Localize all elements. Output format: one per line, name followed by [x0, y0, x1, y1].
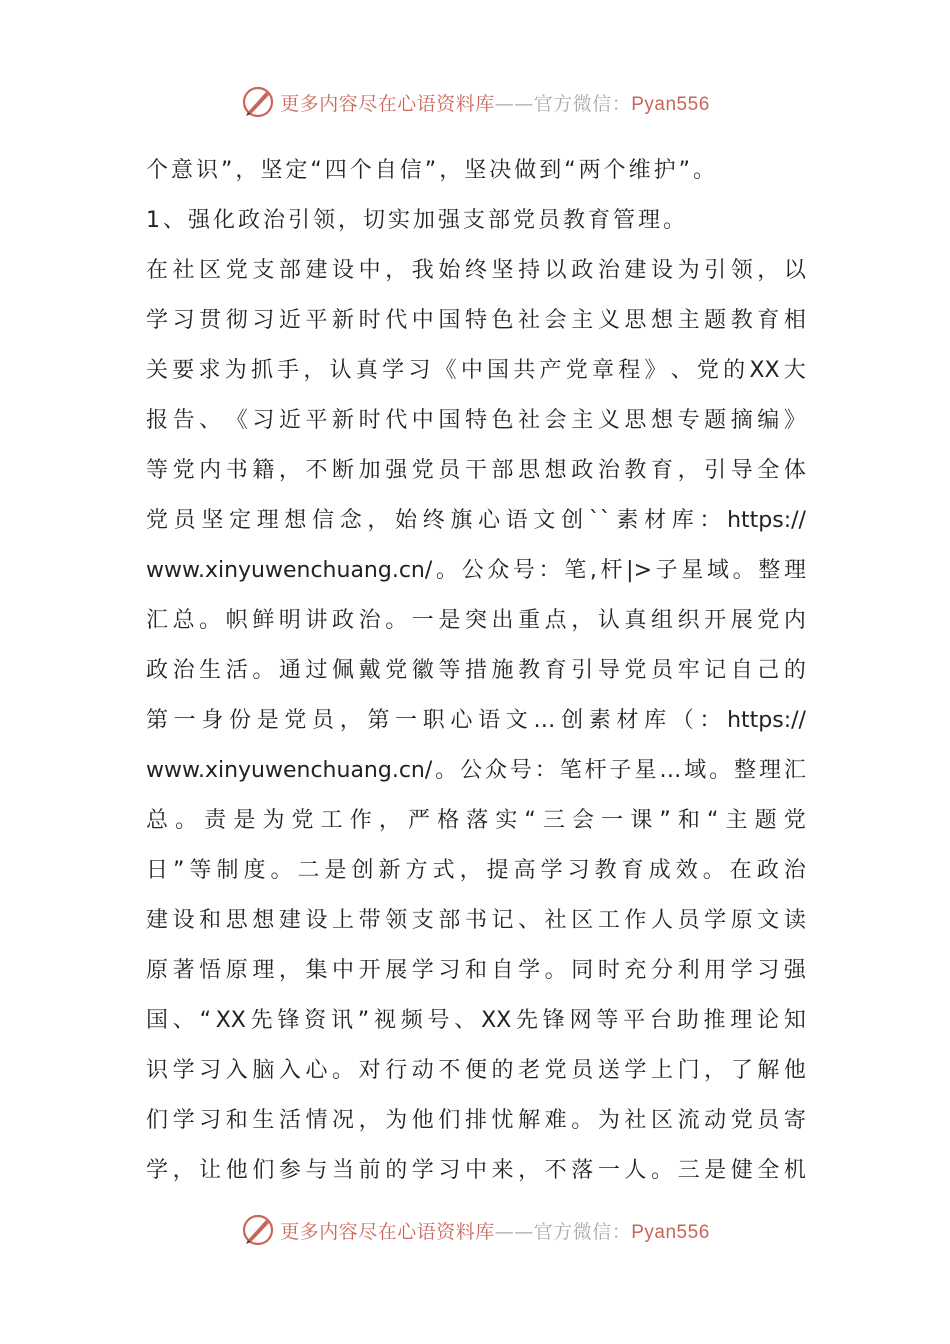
header-wechat-id: Pyan556 — [631, 93, 710, 115]
text-line: 党 员 坚 定 理 想 信 念 ， 始 终 旗 心 语 文 创 `` 素 材 库 ： https:// — [146, 508, 806, 533]
header-banner — [0, 80, 950, 124]
text-line: 汇 总 。 帜 鲜 明 讲 政 治 。 一 是 突 出 重 点 ， 认 真 组 织 开 展 党 内 — [146, 608, 806, 633]
text-line: 个意识”，坚定“四个自信”，坚决做到“两个维护”。 — [146, 158, 718, 183]
text-line: 原 著 悟 原 理 ， 集 中 开 展 学 习 和 自 学 。 同 时 充 分 利 用 学 习 强 — [146, 958, 806, 983]
pen-in-circle-logo-icon — [240, 1212, 276, 1248]
text-line: 总 。 责 是 为 党 工 作 ， 严 格 落 实 “ 三 会 一 课 ” 和 “ 主 题 党 — [146, 808, 806, 833]
text-line: 等 党 内 书 籍 ， 不 断 加 强 党 员 干 部 思 想 政 治 教 育 ， 引 导 全 体 — [146, 458, 806, 483]
text-line: www.xinyuwenchuang.cn/ 。 公 众 号 ： 笔 杆 子 星 … 域 。 整 理 汇 — [146, 758, 806, 783]
text-line: 报 告 、 《 习 近 平 新 时 代 中 国 特 色 社 会 主 义 思 想 专 题 摘 编 》 — [146, 408, 806, 433]
text-line: 在 社 区 党 支 部 建 设 中 ， 我 始 终 坚 持 以 政 治 建 设 为 引 领 ， 以 — [146, 258, 806, 283]
text-line: 国 、 “ XX 先 锋 资 讯 ” 视 频 号 、 XX 先 锋 网 等 平 台 助 推 理 论 知 — [146, 1008, 806, 1033]
text-line: 关 要 求 为 抓 手 ， 认 真 学 习 《 中 国 共 产 党 章 程 》 、 党 的 XX 大 — [146, 358, 806, 383]
footer-text — [280, 1217, 710, 1244]
text-line: 1、强化政治引领，切实加强支部党员教育管理。 — [146, 208, 688, 233]
header-wechat-label: 官方微信： — [533, 92, 632, 115]
header-text — [280, 89, 710, 116]
text-line: 政 治 生 活 。 通 过 佩 戴 党 徽 等 措 施 教 育 引 导 党 员 牢 记 自 己 的 — [146, 658, 806, 683]
text-line: 们 学 习 和 生 活 情 况 ， 为 他 们 排 忧 解 难 。 为 社 区 流 动 党 员 寄 — [146, 1108, 806, 1133]
footer-wechat-label: 官方微信： — [533, 1220, 632, 1243]
footer-brand: 更多内容尽在心语资料库 — [280, 1220, 495, 1243]
text-line: 识 学 习 入 脑 入 心 。 对 行 动 不 便 的 老 党 员 送 学 上 门 ， 了 解 他 — [146, 1058, 806, 1083]
text-line: www.xinyuwenchuang.cn/ 。 公 众 号 ： 笔 , 杆 |> 子 星 域 。 整 理 — [146, 558, 806, 583]
text-line: 学 ， 让 他 们 参 与 当 前 的 学 习 中 来 ， 不 落 一 人 。 三 是 健 全 机 — [146, 1158, 806, 1183]
footer-dash: —— — [494, 1220, 534, 1243]
text-line: 第 一 身 份 是 党 员 ， 第 一 职 心 语 文 … 创 素 材 库 （ ： https:// — [146, 708, 806, 733]
document-body — [146, 146, 806, 1196]
footer-banner — [0, 1208, 950, 1252]
header-dash: —— — [494, 92, 534, 115]
pen-in-circle-logo-icon — [240, 84, 276, 120]
footer-wechat-id: Pyan556 — [631, 1221, 710, 1243]
text-line: 学 习 贯 彻 习 近 平 新 时 代 中 国 特 色 社 会 主 义 思 想 主 题 教 育 相 — [146, 308, 806, 333]
text-line: 日 ” 等 制 度 。 二 是 创 新 方 式 ， 提 高 学 习 教 育 成 效 。 在 政 治 — [146, 858, 806, 883]
text-line: 建 设 和 思 想 建 设 上 带 领 支 部 书 记 、 社 区 工 作 人 员 学 原 文 读 — [146, 908, 806, 933]
header-brand: 更多内容尽在心语资料库 — [280, 92, 495, 115]
